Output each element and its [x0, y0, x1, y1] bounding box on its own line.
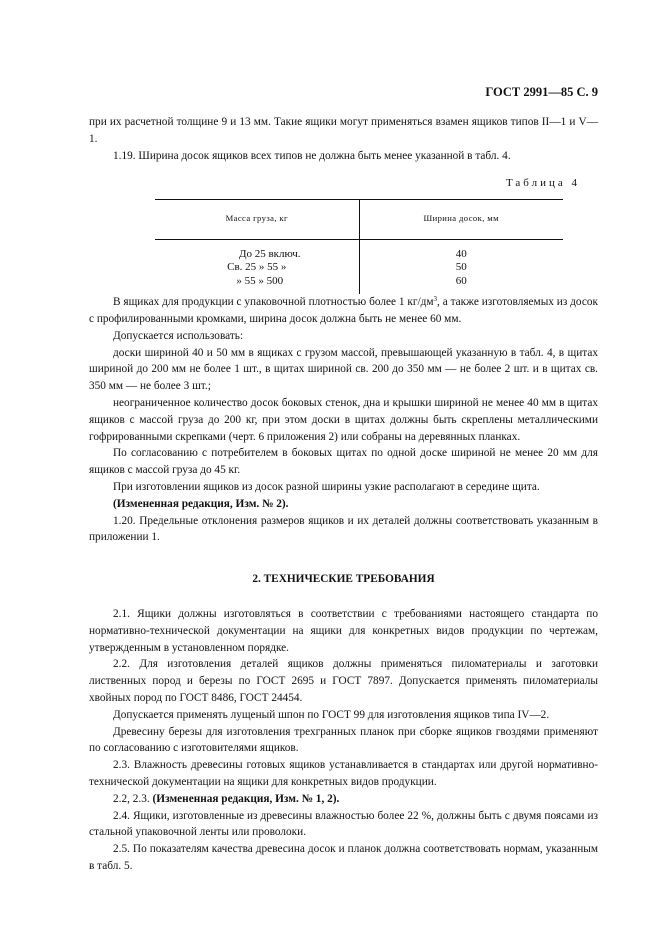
document-body	[89, 114, 598, 875]
table-cell-width-row-1: 40	[455, 247, 467, 260]
paragraph-birch: Древесину березы для изготовления трехгранных планок при сборке ящиков гвоздями применяют по согласованию с изготовителями ящиков.	[89, 725, 598, 755]
paragraph-2-4: 2.4. Ящики, изготовленные из древесины влажностью более 22 %, должны быть с двумя поясами из стальной упаковочной ленты или проволоки.	[89, 809, 598, 839]
table-cell-mass-row-2: Св. 25 » 55 »	[227, 261, 287, 274]
paragraph-veneer: Допускается применять лущеный шпон по ГОСТ 99 для изготовления ящиков типа IV—2.	[113, 708, 550, 721]
table-cell-mass-row-3: » 55 » 500	[236, 274, 284, 287]
section-2-title: 2. ТЕХНИЧЕСКИЕ ТРЕБОВАНИЯ	[252, 573, 435, 586]
paragraph-unlimited-boards: неограниченное количество досок боковых стенок, дна и крышки шириной не менее 40 мм в щитах ящиков с массой груза до 200 кг, при этом доски в щитах должны быть скреплены металлическими гофрированными скрепками (черт. 6 приложения 2) или собраны на деревянных планках.	[89, 396, 598, 443]
paragraph-narrow-boards: При изготовлении ящиков из досок разной ширины узкие располагают в середине щита.	[113, 480, 540, 493]
table-4-caption: Таблица 4	[505, 177, 580, 190]
table-cell-mass	[155, 239, 359, 294]
paragraph-density	[89, 294, 598, 328]
paragraph-side-panels: По согласованию с потребителем в боковых щитах по одной доске шириной не менее 20 мм для ящиков с массой груза до 45 кг.	[89, 447, 598, 477]
paragraph-2-5: 2.5. По показателям качества древесина досок и планок должна соответствовать нормам, указанным в табл. 5.	[89, 843, 598, 872]
revision-note-1-text: (Измененная редакция, Изм. № 2).	[113, 497, 289, 510]
table-cell-width-row-3: 60	[455, 274, 467, 287]
table-cell-width	[359, 239, 563, 294]
table-cell-mass-row-1: До 25 включ.	[238, 247, 301, 260]
table-cell-width-row-2: 50	[455, 261, 467, 274]
paragraph-1-20: 1.20. Предельные отклонения размеров ящиков и их деталей должны соответствовать указанным в приложении 1.	[89, 514, 598, 544]
paragraph-2-3: 2.3. Влажность древесины готовых ящиков устанавливается в стандартах или другой нормативно-технической документации на ящики для конкретных видов продукции.	[89, 759, 598, 788]
paragraph-density-text-2: , а также изготовляемых из досок с профилированными кромками, ширина досок должна быть не менее 60 мм.	[89, 296, 598, 325]
paragraph-2-1: 2.1. Ящики должны изготовляться в соответствии с требованиями настоящего стандарта по нормативно-технической документации на ящики для конкретных видов продукции по чертежам, утвержденным в установленном порядке.	[89, 607, 598, 654]
revision-note-2	[89, 791, 598, 808]
paragraph-thickness: при их расчетной толщине 9 и 13 мм. Такие ящики могут применяться взамен ящиков типов II—1 и V—1.	[89, 116, 598, 145]
revision-note-1	[89, 496, 598, 513]
revision-note-2-text: (Измененная редакция, Изм. № 1, 2).	[152, 792, 340, 805]
table-header-width: Ширина досок, мм	[359, 200, 563, 240]
table-4	[155, 199, 563, 294]
paragraph-boards-40-50: доски шириной 40 и 50 мм в ящиках с грузом массой, превышающей указанную в табл. 4, в щитах шириной до 200 мм не более 1 шт., в щитах шириной св. 200 до 350 мм — не более 2 шт. и в щитах св. 350 мм — не более 3 шт.;	[89, 346, 598, 393]
revision-note-2-prefix: 2.2, 2.3.	[113, 792, 150, 805]
page-header-title: ГОСТ 2991—85 С. 9	[485, 85, 598, 99]
paragraph-density-text-1: В ящиках для продукции с упаковочной плотностью более 1 кг/дм	[113, 296, 434, 309]
superscript-3: 3	[433, 295, 438, 304]
table-row	[155, 239, 563, 294]
paragraph-1-19: 1.19. Ширина досок ящиков всех типов не должна быть менее указанной в табл. 4.	[113, 149, 511, 162]
paragraph-2-2: 2.2. Для изготовления деталей ящиков должны применяться пиломатериалы и заготовки лиственных пород и березы по ГОСТ 2695 и ГОСТ 7897. Допускается применять пиломатериалы хвойных пород по ГОСТ 8486, ГОСТ 24454.	[89, 658, 598, 704]
table-header-mass: Масса груза, кг	[155, 200, 359, 240]
paragraph-allowed: Допускается использовать:	[113, 329, 244, 342]
